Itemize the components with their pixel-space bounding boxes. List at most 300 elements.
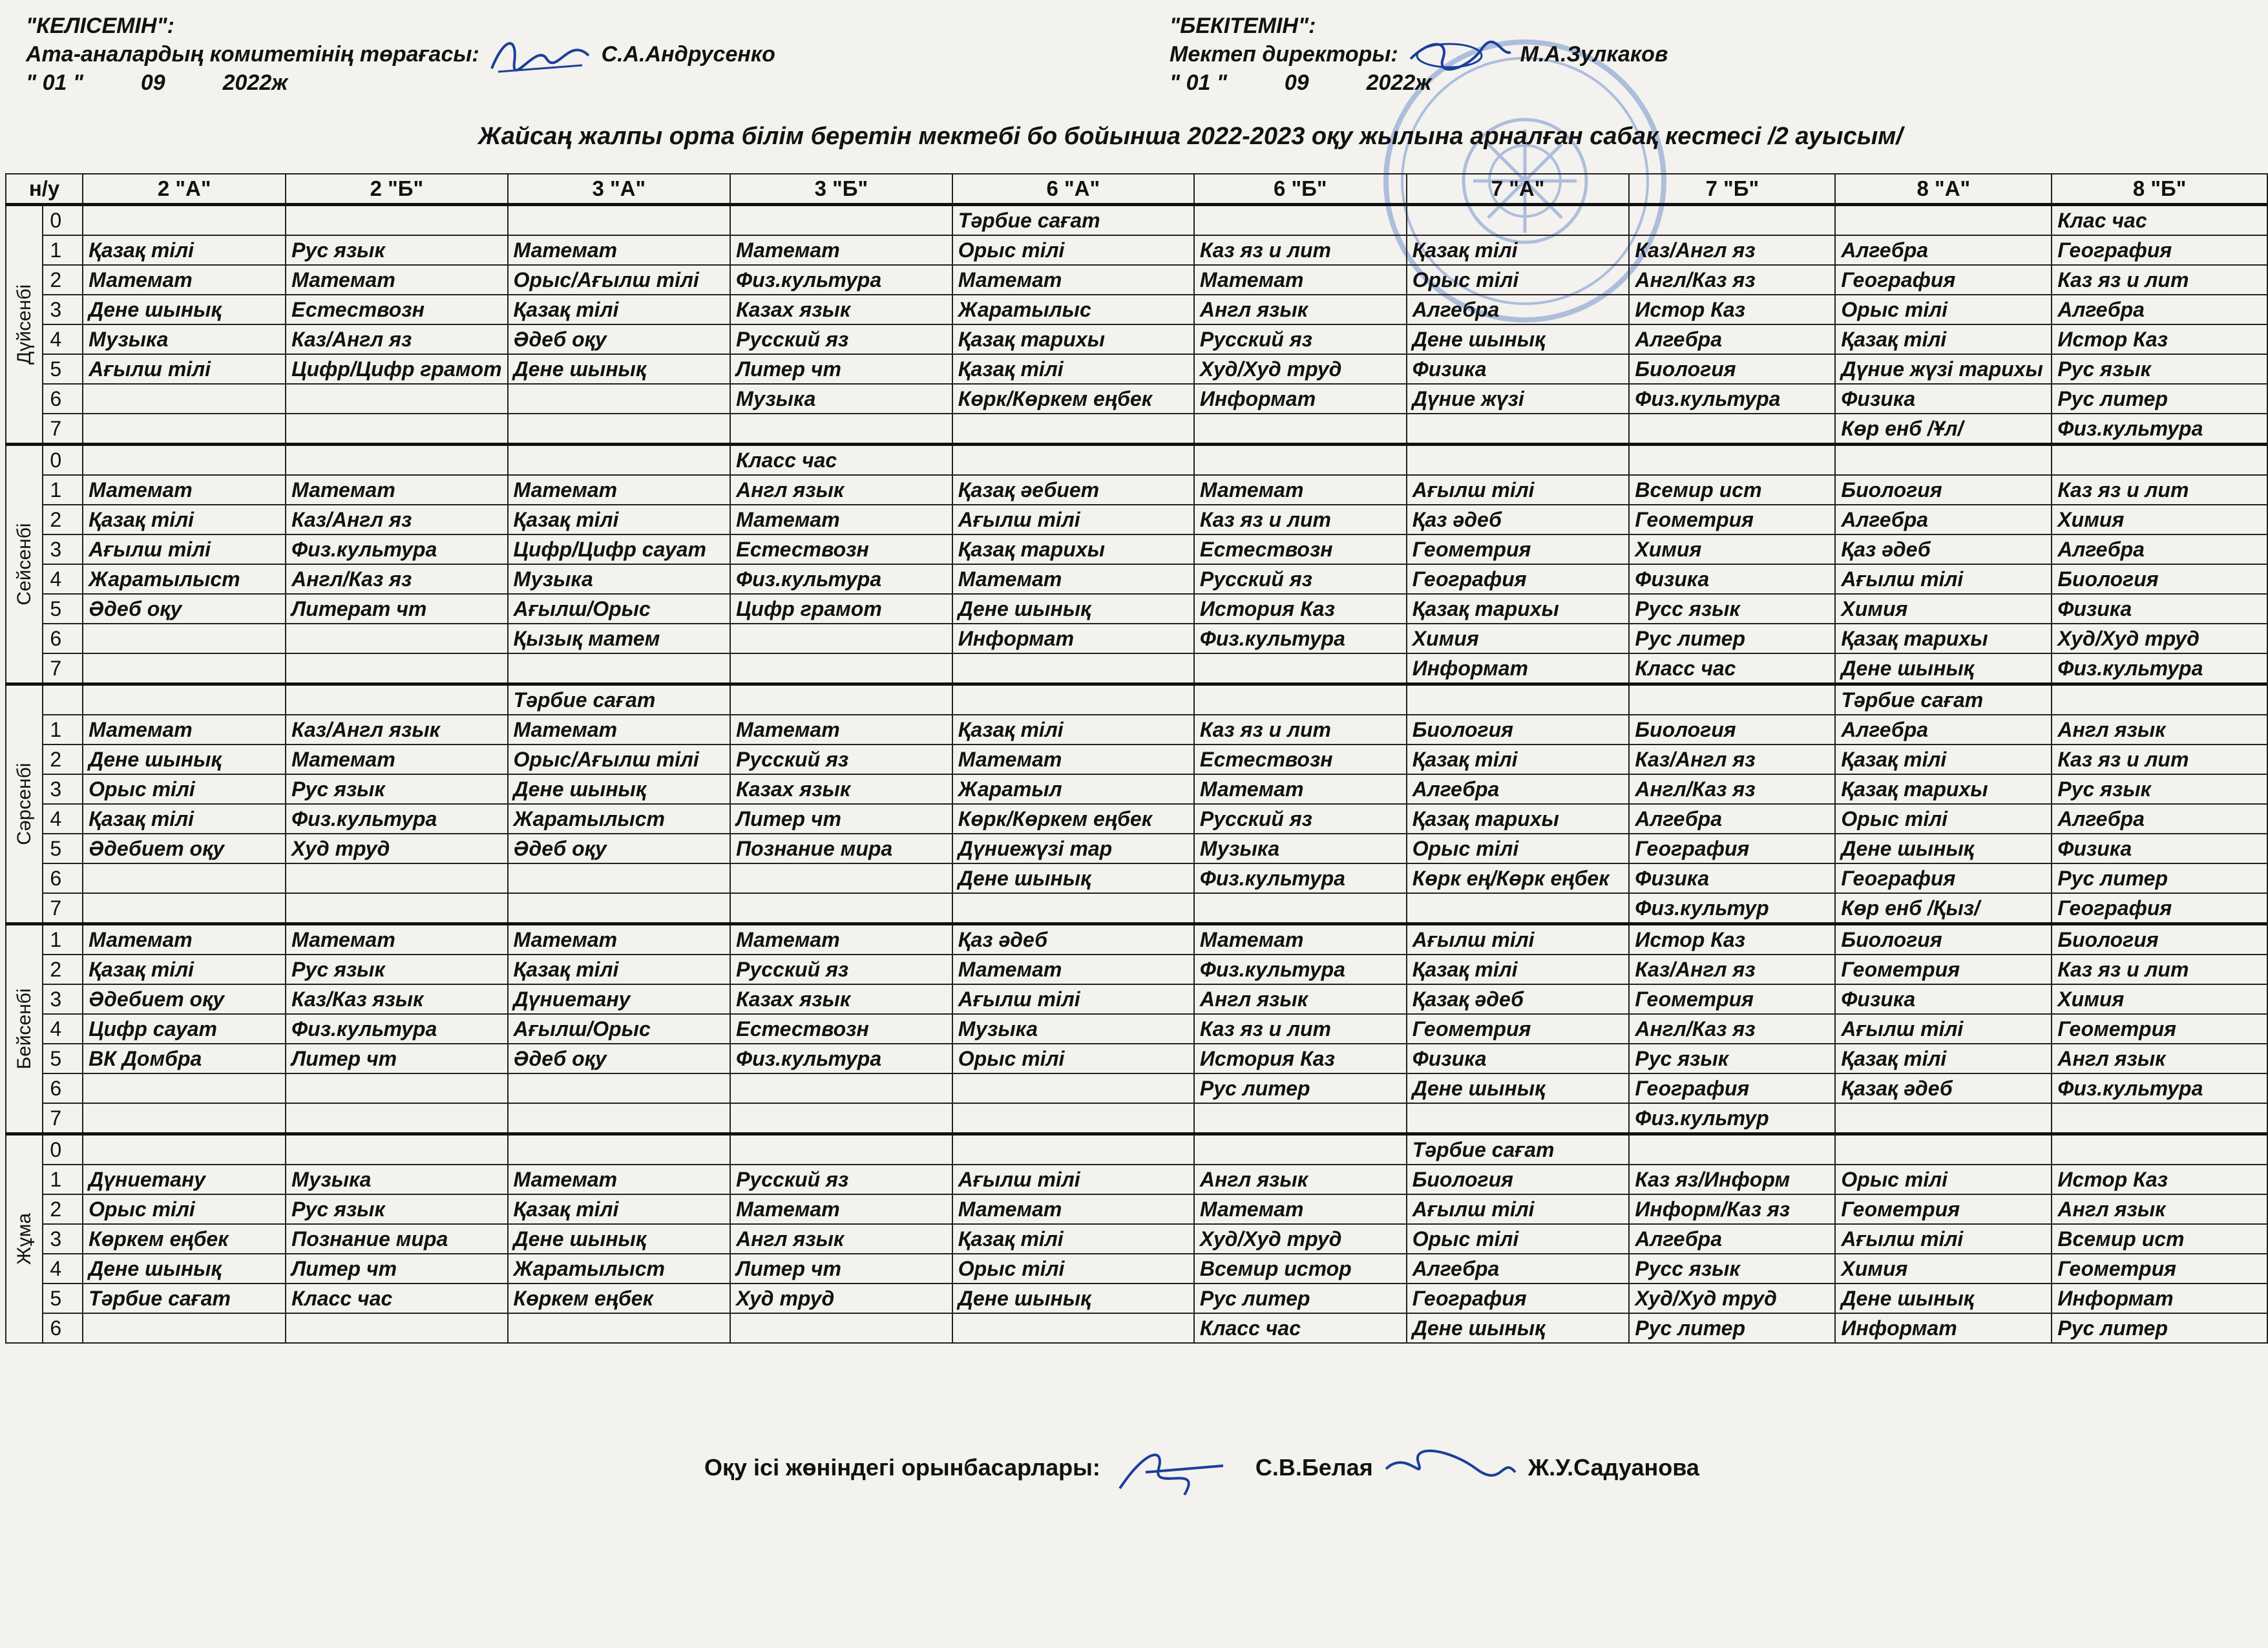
day-cell [6,1134,43,1344]
lesson-cell [83,414,286,445]
lesson-cell: Естествозн [730,1014,952,1044]
table-row [6,984,2267,1014]
lesson-cell [83,653,286,684]
lesson-cell: Физика [1835,384,2052,414]
day-cell [6,924,43,1134]
lesson-number: 2 [43,955,83,984]
lesson-cell: Қазақ тілі [83,235,286,265]
table-row [6,534,2267,564]
lesson-cell: Каз/Англ яз [1629,235,1835,265]
lesson-number: 0 [43,1134,83,1165]
lesson-number: 6 [43,384,83,414]
lesson-cell: Худ/Худ труд [1629,1284,1835,1313]
lesson-number: 3 [43,1224,83,1254]
lesson-cell: Алгебра [2052,534,2267,564]
table-row [6,1284,2267,1313]
lesson-cell: Орыс тілі [1835,804,2052,834]
lesson-cell [1835,1134,2052,1165]
lesson-number: 6 [43,863,83,893]
lesson-cell: Каз/Англ яз [286,505,507,534]
lesson-cell [1629,414,1835,445]
lesson-cell: Математ [286,265,507,295]
lesson-cell [952,1103,1194,1134]
lesson-number: 7 [43,1103,83,1134]
lesson-cell: Физ.культура [730,564,952,594]
lesson-cell: Ағылш тілі [1835,564,2052,594]
lesson-cell [952,893,1194,924]
lesson-cell: Математ [730,235,952,265]
lesson-cell: Англ язык [1194,295,1407,324]
lesson-cell [1835,205,2052,236]
lesson-cell: Қазақ тарихы [1835,624,2052,653]
lesson-number: 2 [43,505,83,534]
lesson-cell: Ағылш тілі [1407,475,1630,505]
lesson-cell: Цифр/Цифр сауат [508,534,731,564]
lesson-number: 1 [43,235,83,265]
lesson-cell [1407,1103,1630,1134]
lesson-cell: Көрк ең/Көрк еңбек [1407,863,1630,893]
lesson-cell: Орыс/Ағылш тілі [508,265,731,295]
lesson-cell: Информат [1835,1313,2052,1343]
day-cell [6,205,43,445]
deputy-name-2: Ж.У.Садуанова [1528,1454,1699,1481]
lesson-cell [83,684,286,715]
lesson-cell [1194,893,1407,924]
table-row [6,1194,2267,1224]
lesson-cell: Орыс тілі [83,1194,286,1224]
lesson-number: 1 [43,1165,83,1194]
lesson-cell: Қазақ тілі [83,804,286,834]
lesson-cell: Физ.культура [286,1014,507,1044]
agree-label: "КЕЛІСЕМІН": [26,14,174,38]
lesson-number: 7 [43,893,83,924]
lesson-cell: Көр енб /Ұл/ [1835,414,2052,445]
lesson-cell: Қазақ тілі [508,955,731,984]
lesson-cell: Истор Каз [1629,295,1835,324]
lesson-cell: Орыс тілі [952,1254,1194,1284]
header-class: 2 "А" [83,174,286,205]
lesson-cell: Англ/Каз яз [1629,1014,1835,1044]
lesson-cell: Алгебра [1835,715,2052,745]
lesson-cell: Дене шынық [83,295,286,324]
lesson-number: 1 [43,475,83,505]
lesson-cell: Всемир ист [2052,1224,2267,1254]
lesson-number: 4 [43,564,83,594]
lesson-cell: Каз яз и лит [2052,475,2267,505]
lesson-cell: Тәрбие сағат [952,205,1194,236]
lesson-cell: Қазақ әдеб [1835,1073,2052,1103]
lesson-cell: Химия [1835,594,2052,624]
lesson-cell: Каз яз и лит [2052,745,2267,774]
lesson-cell: Ағылш тілі [83,534,286,564]
lesson-cell: Цифр грамот [730,594,952,624]
lesson-cell: Рус литер [1629,1313,1835,1343]
date-year: 2022ж [222,70,288,96]
lesson-cell [1194,653,1407,684]
lesson-cell: Биология [2052,564,2267,594]
day-name: Дүйсенбі [13,284,35,365]
lesson-cell: Ағылш тілі [1835,1014,2052,1044]
lesson-cell: Рус язык [286,235,507,265]
lesson-cell [83,863,286,893]
lesson-cell [730,624,952,653]
lesson-number: 7 [43,653,83,684]
table-row [6,774,2267,804]
header-class: 8 "Б" [2052,174,2267,205]
lesson-cell: Русский яз [730,955,952,984]
signature-icon [485,43,595,69]
lesson-cell: Каз яз/Информ [1629,1165,1835,1194]
lesson-cell: Рус литер [1194,1284,1407,1313]
lesson-cell: Физ.культура [286,534,507,564]
lesson-cell: Алгебра [1407,1254,1630,1284]
lesson-cell: Дүниетану [83,1165,286,1194]
lesson-cell: Қазақ әдеб [1407,984,1630,1014]
lesson-cell [952,1134,1194,1165]
table-row [6,1134,2267,1165]
lesson-cell: Химия [2052,505,2267,534]
lesson-number: 1 [43,924,83,955]
lesson-cell: Жаратылыс [952,295,1194,324]
lesson-cell: Музыка [730,384,952,414]
day-name: Жұма [13,1212,35,1265]
lesson-cell: Русский яз [730,1165,952,1194]
lesson-cell [508,1073,731,1103]
lesson-cell: Дене шынық [1407,324,1630,354]
table-row [6,1014,2267,1044]
lesson-cell: Әдеб оқу [83,594,286,624]
lesson-cell: Химия [1629,534,1835,564]
lesson-cell: Қазақ тарихы [952,534,1194,564]
lesson-cell: Әдебиет оқу [83,984,286,1014]
lesson-cell [286,624,507,653]
lesson-number: 4 [43,1014,83,1044]
lesson-cell: Алгебра [1407,774,1630,804]
table-row [6,324,2267,354]
lesson-cell: Худ труд [730,1284,952,1313]
lesson-cell [286,684,507,715]
lesson-cell: Математ [83,475,286,505]
lesson-cell [83,1134,286,1165]
lesson-cell: Қазақ тілі [1407,745,1630,774]
lesson-cell: Тәрбие сағат [1407,1134,1630,1165]
lesson-cell: Математ [83,924,286,955]
lesson-cell: Орыс тілі [1835,1165,2052,1194]
lesson-cell [508,1313,731,1343]
lesson-cell: Тәрбие сағат [1835,684,2052,715]
table-row [6,624,2267,653]
lesson-cell: Математ [1194,774,1407,804]
lesson-cell: Геометрия [2052,1014,2267,1044]
lesson-cell: Геометрия [1407,1014,1630,1044]
table-row [6,955,2267,984]
lesson-number: 3 [43,534,83,564]
lesson-cell: Физика [2052,834,2267,863]
approval-block-right [1170,12,1668,97]
lesson-cell: Алгебра [1629,1224,1835,1254]
lesson-cell: Познание мира [286,1224,507,1254]
lesson-cell: Информат [1194,384,1407,414]
lesson-cell: Көрк/Көркем еңбек [952,384,1194,414]
lesson-number: 4 [43,804,83,834]
lesson-cell [2052,1103,2267,1134]
table-row [6,445,2267,476]
lesson-cell: Рус язык [286,955,507,984]
lesson-cell: Көркем еңбек [83,1224,286,1254]
lesson-cell: Класс час [286,1284,507,1313]
lesson-cell: Алгебра [1835,235,2052,265]
lesson-cell [2052,1134,2267,1165]
lesson-cell: Қаз әдеб [1407,505,1630,534]
lesson-cell: Ағылш тілі [952,984,1194,1014]
lesson-cell [286,1313,507,1343]
lesson-cell: Русский яз [1194,804,1407,834]
table-header-row [6,174,2267,205]
lesson-number: 5 [43,1284,83,1313]
lesson-cell: Қазақ тарихы [952,324,1194,354]
lesson-cell [83,624,286,653]
lesson-cell: Әдеб оқу [508,834,731,863]
lesson-cell [508,1134,731,1165]
table-row [6,745,2267,774]
lesson-cell: Математ [83,715,286,745]
lesson-cell: Көрк/Көркем еңбек [952,804,1194,834]
lesson-cell: Ағылш тілі [952,505,1194,534]
lesson-cell: Каз яз и лит [2052,955,2267,984]
lesson-cell [1629,205,1835,236]
lesson-cell: Дене шынық [952,594,1194,624]
lesson-cell: Математ [508,475,731,505]
header-class: 6 "А" [952,174,1194,205]
lesson-cell: Тәрбие сағат [508,684,731,715]
lesson-cell: Физика [1407,1044,1630,1073]
lesson-cell [952,414,1194,445]
lesson-cell: Всемир истор [1194,1254,1407,1284]
lesson-cell: Физ.культура [1629,384,1835,414]
lesson-cell: Естествозн [1194,745,1407,774]
lesson-cell [83,205,286,236]
lesson-number: 5 [43,594,83,624]
lesson-cell: Информат [2052,1284,2267,1313]
lesson-cell: Литер чт [730,804,952,834]
lesson-cell: Математ [1194,265,1407,295]
lesson-cell: Рус язык [2052,354,2267,384]
footer [704,1454,1699,1482]
lesson-cell: Математ [1194,924,1407,955]
lesson-cell [286,1073,507,1103]
lesson-cell: Математ [508,715,731,745]
lesson-cell [1407,414,1630,445]
lesson-cell: Ағылш/Орыс [508,594,731,624]
lesson-cell: Русский яз [730,745,952,774]
lesson-cell [1194,1134,1407,1165]
lesson-cell: Әдеб оқу [508,324,731,354]
lesson-cell: Дене шынық [508,1224,731,1254]
lesson-cell: Геометрия [1835,955,2052,984]
lesson-cell: Ағылш тілі [952,1165,1194,1194]
lesson-cell [1194,414,1407,445]
lesson-cell: Казах язык [730,774,952,804]
lesson-cell: Англ язык [2052,1044,2267,1073]
lesson-cell: География [1835,863,2052,893]
lesson-cell: Естествозн [1194,534,1407,564]
lesson-cell: Орыс тілі [1407,1224,1630,1254]
lesson-cell: Алгебра [1835,505,2052,534]
lesson-cell: Физ.культура [730,1044,952,1073]
date-year: 2022ж [1366,70,1432,96]
lesson-cell: Қазақ тарихы [1407,594,1630,624]
lesson-cell: География [1629,834,1835,863]
lesson-cell [1407,445,1630,476]
lesson-cell: Истор Каз [2052,1165,2267,1194]
lesson-cell: География [2052,893,2267,924]
lesson-cell [83,893,286,924]
lesson-cell [508,205,731,236]
lesson-cell: Физ.культур [1629,893,1835,924]
lesson-cell: Тәрбие сағат [83,1284,286,1313]
lesson-cell: Худ/Худ труд [1194,1224,1407,1254]
lesson-cell [1407,205,1630,236]
lesson-cell: Биология [1407,1165,1630,1194]
day-name: Бейсенбі [13,988,35,1070]
lesson-cell: Всемир ист [1629,475,1835,505]
lesson-cell [1194,684,1407,715]
lesson-cell: Қазақ тілі [952,1224,1194,1254]
date-month: 09 [140,70,165,96]
schedule-table [5,173,2268,1344]
lesson-cell: Рус литер [2052,1313,2267,1343]
lesson-cell: Математ [1194,475,1407,505]
lesson-cell [83,1073,286,1103]
lesson-cell: Математ [286,745,507,774]
lesson-cell: Қазақ тілі [83,955,286,984]
lesson-cell: Казах язык [730,295,952,324]
lesson-number: 7 [43,414,83,445]
lesson-cell: Физ.культура [2052,414,2267,445]
lesson-cell [286,445,507,476]
lesson-cell [1407,893,1630,924]
lesson-cell: Цифр сауат [83,1014,286,1044]
lesson-cell [1194,445,1407,476]
lesson-cell: Англ язык [2052,715,2267,745]
lesson-cell: Физика [2052,594,2267,624]
lesson-cell: Русс язык [1629,1254,1835,1284]
lesson-cell [730,893,952,924]
lesson-cell: Қызық матем [508,624,731,653]
lesson-cell: Рус литер [2052,863,2267,893]
lesson-cell: Қаз әдеб [1835,534,2052,564]
lesson-cell: Физ.культура [1194,624,1407,653]
date-month: 09 [1284,70,1309,96]
lesson-cell: Дене шынық [1835,1284,2052,1313]
lesson-cell: Худ/Худ труд [1194,354,1407,384]
lesson-cell: Математ [730,1194,952,1224]
director-position: Мектеп директоры: [1170,42,1398,67]
lesson-cell: Дене шынық [83,745,286,774]
lesson-cell: Дене шынық [508,774,731,804]
lesson-cell: Физ.культура [1194,955,1407,984]
signature-icon [1380,1456,1522,1482]
lesson-cell [1407,684,1630,715]
table-row [6,653,2267,684]
lesson-cell: Клас час [2052,205,2267,236]
lesson-cell: Класс час [730,445,952,476]
lesson-cell [952,445,1194,476]
lesson-cell: Дене шынық [1407,1313,1630,1343]
lesson-cell: Литер чт [286,1254,507,1284]
lesson-cell [1629,1134,1835,1165]
table-row [6,863,2267,893]
lesson-cell: Химия [2052,984,2267,1014]
table-row [6,414,2267,445]
lesson-cell: Орыс тілі [1835,295,2052,324]
lesson-cell: Класс час [1629,653,1835,684]
lesson-cell: Литер чт [730,1254,952,1284]
committee-chair-name: С.А.Андрусенко [601,42,775,67]
lesson-cell: Қазақ тілі [508,295,731,324]
lesson-cell: Алгебра [1629,324,1835,354]
lesson-cell: Ағылш тілі [1407,1194,1630,1224]
lesson-cell [730,684,952,715]
header-class: 2 "Б" [286,174,507,205]
lesson-cell: Жаратыл [952,774,1194,804]
lesson-cell: Физ.культура [286,804,507,834]
lesson-cell: Познание мира [730,834,952,863]
lesson-cell: Русский яз [1194,324,1407,354]
lesson-cell: Әдебиет оқу [83,834,286,863]
table-row [6,475,2267,505]
lesson-cell: Физика [1407,354,1630,384]
lesson-cell: Дене шынық [508,354,731,384]
deputy-name-1: С.В.Белая [1255,1454,1373,1481]
lesson-cell: Алгебра [1407,295,1630,324]
lesson-cell: Геометрия [1835,1194,2052,1224]
lesson-cell: Алгебра [2052,804,2267,834]
lesson-cell: Дене шынық [83,1254,286,1284]
lesson-cell [83,1313,286,1343]
lesson-cell: Ағылш/Орыс [508,1014,731,1044]
lesson-number [43,684,83,715]
lesson-cell: Биология [1835,475,2052,505]
lesson-cell: Қазақ тілі [508,1194,731,1224]
lesson-cell [1194,205,1407,236]
lesson-cell: Дене шынық [1407,1073,1630,1103]
lesson-cell: Русский яз [1194,564,1407,594]
day-name: Сейсенбі [13,523,35,606]
lesson-cell: Физ.культура [2052,653,2267,684]
table-body [6,205,2267,1344]
signature-icon [1107,1456,1249,1482]
lesson-cell: Англ/Каз яз [286,564,507,594]
lesson-cell: Орыс тілі [1407,834,1630,863]
lesson-cell: Физика [1835,984,2052,1014]
lesson-cell: Геометрия [1629,505,1835,534]
lesson-cell: Рус язык [1629,1044,1835,1073]
lesson-cell [286,414,507,445]
lesson-cell [730,863,952,893]
lesson-cell: Музыка [1194,834,1407,863]
lesson-cell [508,414,731,445]
lesson-cell: Дүниетану [508,984,731,1014]
lesson-cell: Рус язык [286,1194,507,1224]
lesson-cell: Қазақ тілі [952,354,1194,384]
lesson-cell [508,1103,731,1134]
day-cell [6,684,43,924]
table-row [6,505,2267,534]
lesson-cell: Жаратылыст [508,1254,731,1284]
lesson-cell: Рус литер [2052,384,2267,414]
lesson-cell [83,1103,286,1134]
